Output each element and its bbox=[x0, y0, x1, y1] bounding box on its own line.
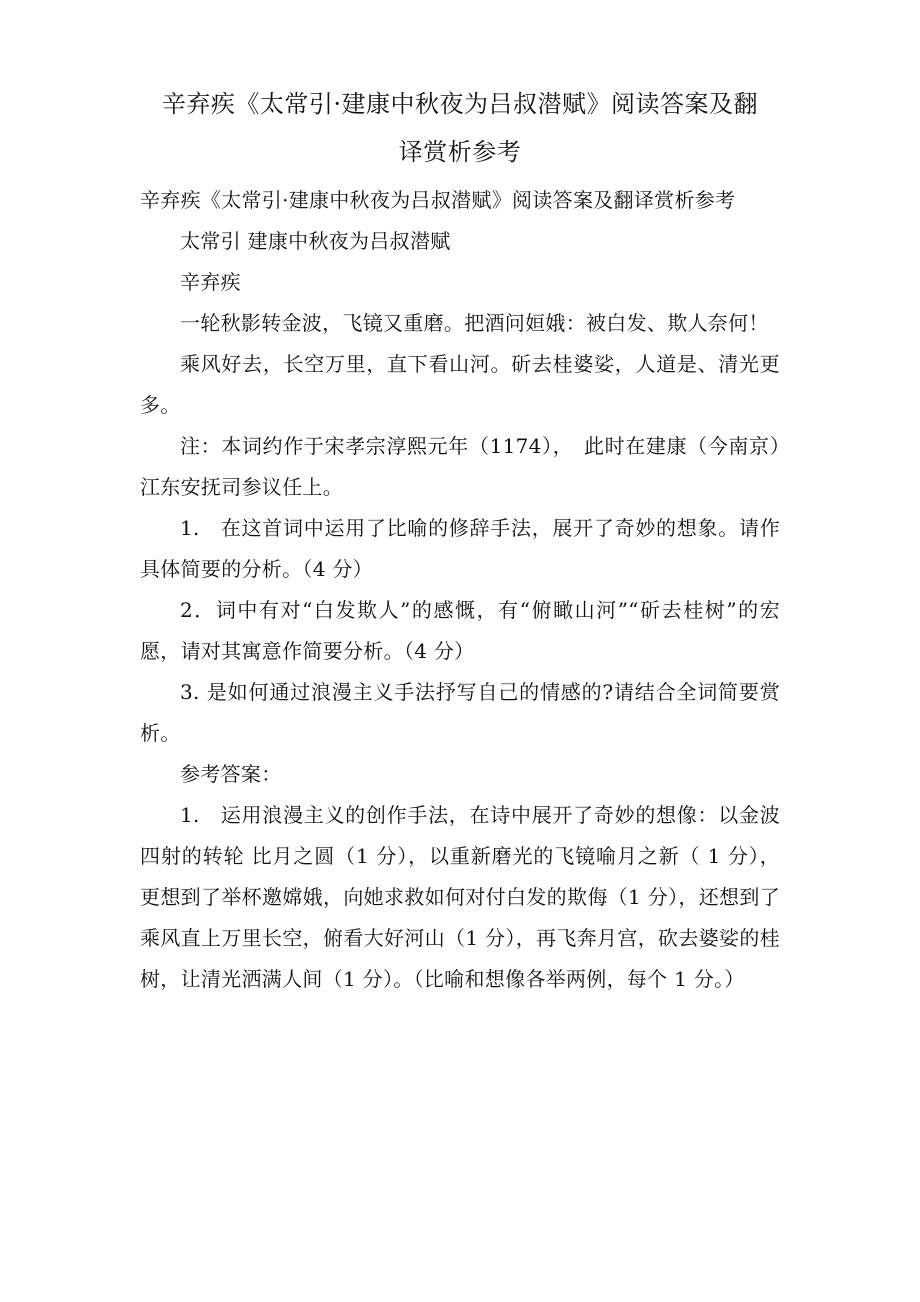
poem-stanza-2: 乘风好去，长空万里，直下看山河。斫去桂婆娑，人道是、清光更多。 bbox=[140, 352, 780, 417]
poet-name: 辛弃疾 bbox=[180, 270, 241, 294]
title-line-1: 辛弃疾《太常引·建康中秋夜为吕叔潜赋》阅读答案及翻 bbox=[161, 90, 759, 118]
intro-paragraph: 辛弃疾《太常引·建康中秋夜为吕叔潜赋》阅读答案及翻译赏析参考 bbox=[140, 188, 736, 212]
question-2: 2．词中有对“白发欺人”的感慨，有“俯瞰山河”“斫去桂树”的宏愿，请对其寓意作简要分析。（4 分） bbox=[140, 598, 780, 663]
poem-stanza-1: 一轮秋影转金波，飞镜又重磨。把酒问姮娥：被白发、欺人奈何！ bbox=[180, 311, 769, 335]
title-line-2: 译赏析参考 bbox=[398, 138, 522, 166]
question-1: 1. 在这首词中运用了比喻的修辞手法，展开了奇妙的想象。请作具体简要的分析。（4 分） bbox=[140, 516, 780, 581]
question-3: 3. 是如何通过浪漫主义手法抒写自己的情感的?请结合全词简要赏析。 bbox=[140, 680, 780, 745]
poem-note: 注：本词约作于宋孝宗淳熙元年（1174）， 此时在建康（今南京）江东安抚司参议任上。 bbox=[140, 434, 780, 499]
poem-title: 太常引 建康中秋夜为吕叔潜赋 bbox=[180, 229, 451, 253]
document-title bbox=[140, 80, 780, 176]
answer-1: 1. 运用浪漫主义的创作手法，在诗中展开了奇妙的想像：以金波四射的转轮 比月之圆（1 分），以重新磨光的飞镜喻月之新（ 1 分），更想到了举杯邀嫦娥，向她求救如何对付白发的欺侮（1 分），还想到了乘风直上万里长空，俯看大好河山（1 分），再飞奔月宫，砍去婆娑的桂树，让清光洒满人间（1 分）。（比喻和想像各举两例，每个 1 分。） bbox=[140, 803, 780, 991]
document-body bbox=[140, 180, 780, 1000]
answer-header: 参考答案： bbox=[180, 762, 282, 786]
